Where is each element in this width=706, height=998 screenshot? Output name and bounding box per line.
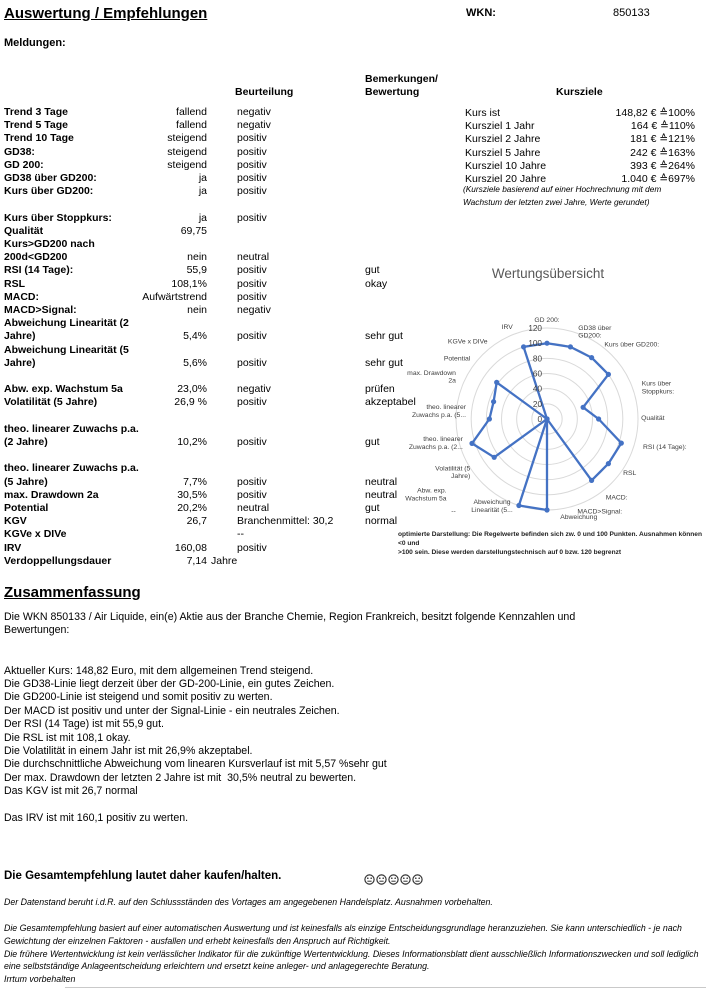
row-beurteilung: positiv — [237, 541, 267, 554]
row-value: 160,08 — [174, 541, 207, 554]
meldungen-label: Meldungen: — [4, 37, 66, 49]
radar-data-point — [581, 405, 586, 410]
table-row — [0, 238, 706, 251]
summary-heading: Zusammenfassung — [4, 584, 141, 601]
kursziel-value: 148,82 € ≙100% — [615, 107, 695, 119]
row-label: Qualität — [4, 224, 44, 237]
radar-data-point — [487, 416, 492, 421]
footer-line — [4, 910, 706, 923]
summary-line — [4, 638, 704, 651]
row-label: IRV — [4, 541, 22, 554]
row-value: steigend — [167, 132, 207, 145]
row-label: Kurs über Stoppkurs: — [4, 211, 112, 224]
kursziele-note-line1: (Kursziele basierend auf einer Hochrechnung mit dem — [463, 184, 662, 194]
summary-line: Die Volatilität in einem Jahr ist mit 26,9% akzeptabel. — [4, 744, 253, 757]
row-value: nein — [187, 251, 207, 264]
row-value: 10,2% — [177, 436, 207, 448]
row-value: fallend — [176, 106, 207, 118]
row-label: max. Drawdown 2a — [4, 488, 99, 501]
wkn-label: WKN: — [466, 7, 496, 19]
radar-data-point — [589, 478, 594, 483]
radar-axis-label: -- — [451, 508, 456, 516]
row-beurteilung: positiv — [237, 488, 267, 501]
row-label: Abw. exp. Wachstum 5a — [4, 383, 123, 396]
kursziel-row — [0, 107, 706, 120]
summary-line: Die durchschnittliche Abweichung vom linearen Kursverlauf ist mit 5,57 %sehr gut — [4, 758, 387, 771]
column-header-kursziele: Kursziele — [556, 86, 603, 98]
radar-data-point — [619, 441, 624, 446]
row-bewertung: normal — [365, 515, 398, 528]
radar-footnote-line2: >100 sein. Diese werden darstellungstechnisch auf 0 bzw. 120 begrenzt — [398, 549, 622, 556]
radar-axis-label: Volatilität (5 — [435, 465, 471, 473]
column-header-beurteilung: Beurteilung — [235, 86, 294, 98]
row-value: nein — [187, 304, 207, 316]
kursziel-label: Kursziel 20 Jahre — [465, 173, 547, 185]
kursziel-value: 393 € ≙264% — [630, 159, 695, 172]
row-beurteilung: positiv — [237, 356, 267, 369]
row-value: 26,7 — [186, 515, 207, 528]
radar-axis-label: Abweichung — [560, 514, 598, 522]
row-beurteilung: negativ — [237, 383, 271, 396]
radar-data-point — [589, 355, 594, 360]
row-label: GD 200: — [4, 158, 44, 171]
row-beurteilung: neutral — [237, 251, 270, 264]
radar-axis-label: RSL — [623, 470, 637, 478]
row-label: Trend 3 Tage — [4, 106, 68, 118]
row-label: GD38 über GD200: — [4, 172, 97, 184]
radar-tick-label: 0 — [537, 415, 542, 424]
neutral-face-icon — [412, 874, 423, 885]
row-label: Abweichung Linearität (5 — [4, 343, 129, 356]
radar-tick-label: 40 — [532, 384, 542, 394]
kursziel-row — [0, 120, 706, 133]
radar-axis-label: Zuwachs p.a. (2... — [408, 444, 463, 451]
summary-line: Der RSI (14 Tage) ist mit 55,9 gut. — [4, 718, 164, 731]
row-value: ja — [198, 185, 207, 198]
neutral-face-icon — [364, 874, 375, 885]
radar-axis-label: KGVe x DIVe — [447, 338, 488, 346]
neutral-face-icon — [388, 874, 399, 885]
row-beurteilung: positiv — [237, 330, 267, 343]
kursziele-note-line2: Wachstum der letzten zwei Jahre, Werte gerundet) — [463, 197, 650, 207]
radar-axis-label: GD38 über — [578, 324, 612, 332]
row-beurteilung: positiv — [237, 185, 267, 198]
radar-data-point — [544, 507, 549, 512]
row-beurteilung: positiv — [237, 290, 267, 303]
radar-axis-label: Abweichung — [473, 499, 511, 507]
row-bewertung: prüfen — [365, 383, 395, 396]
row-value: steigend — [167, 158, 207, 171]
radar-axis-label: MACD>Signal: — [577, 508, 623, 516]
radar-axis-label: MACD: — [605, 494, 628, 502]
row-value: fallend — [176, 119, 207, 132]
row-label: 200d<GD200 — [4, 251, 68, 264]
kursziel-value: 1.040 € ≙697% — [621, 173, 695, 185]
row-value-suffix: Jahre — [211, 554, 238, 567]
row-bewertung: gut — [365, 502, 380, 514]
row-value: steigend — [167, 145, 207, 158]
kursziel-row — [0, 133, 706, 146]
radar-axis-label: Zuwachs p.a. (5... — [411, 411, 466, 419]
radar-chart-title: Wertungsübersicht — [491, 266, 605, 281]
row-beurteilung: negativ — [237, 106, 271, 118]
radar-axis-label: Linearität (5... — [471, 506, 513, 514]
row-value: 23,0% — [177, 383, 207, 396]
row-bewertung: gut — [365, 436, 380, 448]
summary-line: Das IRV ist mit 160,1 positiv zu werten. — [4, 811, 189, 824]
radar-axis-label: IRV — [501, 323, 513, 331]
radar-data-point — [544, 416, 549, 421]
column-header-bewertung: Bewertung — [365, 86, 420, 98]
row-beurteilung: neutral — [237, 502, 270, 514]
kursziel-label: Kursziel 10 Jahre — [465, 159, 547, 172]
wkn-value: 850133 — [613, 7, 650, 19]
row-value: 5,4% — [183, 330, 207, 343]
radar-chart — [390, 252, 706, 564]
radar-data-point — [469, 441, 474, 446]
radar-axis-label: Kurs über — [641, 380, 672, 388]
row-label: RSI (14 Tage): — [4, 264, 74, 277]
kursziel-row — [0, 160, 706, 173]
row-value: 55,9 — [186, 264, 207, 277]
summary-line: Der max. Drawdown der letzten 2 Jahre ist mit 30,5% neutral zu bewerten. — [4, 771, 357, 784]
recommendation-text: Die Gesamtempfehlung lautet daher kaufen/halten. — [4, 870, 282, 882]
footer-line: Irrtum vorbehalten — [4, 974, 76, 985]
radar-data-point — [516, 503, 521, 508]
row-label: Jahre) — [4, 356, 36, 369]
radar-tick-label: 80 — [532, 354, 542, 364]
summary-line: Bewertungen: — [4, 624, 70, 637]
row-label: KGV — [4, 515, 27, 528]
row-value: ja — [198, 211, 207, 224]
row-beurteilung: positiv — [237, 264, 267, 277]
kursziel-row — [0, 147, 706, 160]
summary-line: Die GD200-Linie ist steigend und somit positiv zu werten. — [4, 691, 273, 704]
row-value: 7,7% — [183, 475, 207, 488]
row-beurteilung: positiv — [237, 132, 267, 145]
radar-footnote-line1: optimierte Darstellung: Die Regelwerte befinden sich zw. 0 und 100 Punkten. Ausnahmen können <0 und — [398, 531, 702, 547]
row-label: (5 Jahre) — [4, 475, 48, 488]
radar-data-point — [568, 344, 573, 349]
row-label: MACD>Signal: — [4, 304, 77, 316]
summary-line: Die GD38-Linie liegt derzeit über der GD-200-Linie, ein gutes Zeichen. — [4, 677, 335, 690]
table-row — [0, 225, 706, 238]
footer-line: eine selbstständige Anlageentscheidung erleichtern und ersetzt keine anleger- und anlagegerechte Beratung. — [4, 961, 430, 972]
radar-tick-label: 20 — [532, 399, 542, 409]
radar-tick-label: 120 — [528, 324, 542, 333]
radar-tick-label: 60 — [532, 369, 542, 379]
row-beurteilung: -- — [237, 528, 244, 541]
row-beurteilung: positiv — [237, 436, 267, 448]
row-label: Kurs über GD200: — [4, 185, 94, 198]
radar-data-point — [606, 461, 611, 466]
radar-axis-label: theo. linearer — [423, 436, 463, 444]
radar-axis-label: RSI (14 Tage): — [643, 444, 687, 451]
row-label: theo. linearer Zuwachs p.a. — [4, 462, 139, 475]
kursziel-value: 164 € ≙110% — [630, 120, 695, 133]
row-beurteilung: positiv — [237, 475, 267, 488]
row-beurteilung: positiv — [237, 172, 267, 184]
row-bewertung: neutral — [365, 475, 398, 488]
row-beurteilung: positiv — [237, 211, 267, 224]
radar-data-point — [521, 344, 526, 349]
row-bewertung: sehr gut — [365, 330, 403, 343]
summary-line: Die WKN 850133 / Air Liquide, ein(e) Aktie aus der Branche Chemie, Region Frankreich, besitzt folgende Kennzahlen und — [4, 611, 576, 623]
footer-line: Die Gesamtempfehlung basiert auf einer automatischen Auswertung und ist keinesfalls als einzige Entscheidungsgrundlage heranzuziehen. Sie kann unterschiedlich - je nach — [4, 922, 682, 933]
footer-lines — [4, 897, 706, 987]
footer-line: Die frühere Wertentwicklung ist kein verlässlicher Indikator für die zukünftige Wertentwicklung. Dieses Informationsblatt dient ausschließlich Informationszwecken und soll lediglich — [4, 948, 699, 959]
row-value: 30,5% — [177, 488, 207, 501]
radar-axis-label: Qualität — [641, 414, 665, 422]
row-bewertung: akzeptabel — [365, 396, 416, 409]
radar-axis-label: Jahre) — [451, 473, 471, 481]
radar-tick-label: 100 — [528, 339, 542, 349]
row-label: Volatilität (5 Jahre) — [4, 396, 98, 409]
radar-axis-label: Wachstum 5a — [405, 495, 447, 503]
radar-data-point — [491, 399, 496, 404]
footer-line: Der Datenstand beruht i.d.R. auf den Schlussständen des Vortages am angegebenen Handelsplatz. Ausnahmen vorbehalten. — [4, 897, 493, 907]
page-title: Auswertung / Empfehlungen — [4, 5, 208, 22]
row-beurteilung: positiv — [237, 158, 267, 171]
row-value: 26,9 % — [174, 396, 207, 409]
row-beurteilung: Branchenmittel: 30,2 — [237, 515, 334, 528]
row-value: 5,6% — [183, 356, 207, 369]
row-bewertung: sehr gut — [365, 356, 403, 369]
radar-axis-label: GD200: — [578, 332, 602, 340]
row-label: Jahre) — [4, 330, 36, 343]
footer-line: Gewichtung der einzelnen Faktoren - ausfallen und erhebt keinesfalls den Anspruch auf Richtigkeit. — [4, 935, 391, 946]
row-value: 7,14 — [186, 554, 207, 567]
kursziel-label: Kursziel 1 Jahr — [465, 120, 535, 133]
summary-line: Aktueller Kurs: 148,82 Euro, mit dem allgemeinen Trend steigend. — [4, 664, 314, 677]
row-label: Abweichung Linearität (2 — [4, 317, 129, 330]
row-label: GD38: — [4, 145, 35, 158]
row-beurteilung: positiv — [237, 396, 267, 409]
row-label: MACD: — [4, 290, 39, 303]
table-row — [0, 212, 706, 225]
kursziel-value: 181 € ≙121% — [630, 133, 695, 146]
radar-data-point — [544, 341, 549, 346]
rating-smileys — [364, 871, 424, 889]
neutral-face-icon — [400, 874, 411, 885]
row-value: 69,75 — [180, 224, 207, 237]
row-bewertung: gut — [365, 264, 380, 277]
kursziel-value: 242 € ≙163% — [630, 146, 695, 159]
row-bewertung: okay — [365, 277, 388, 290]
row-label: theo. linearer Zuwachs p.a. — [4, 422, 139, 435]
radar-chart-footnote — [398, 530, 706, 557]
bottom-divider — [65, 987, 706, 988]
radar-data-point — [596, 416, 601, 421]
radar-axis-label: Abw. exp. — [417, 487, 447, 495]
column-header-bemerkungen: Bemerkungen/ — [365, 73, 438, 85]
row-label: Potential — [4, 502, 49, 514]
summary-line — [4, 798, 704, 811]
kursziel-label: Kurs ist — [465, 107, 501, 119]
radar-data-point — [606, 372, 611, 377]
radar-axis-label: theo. linearer — [426, 404, 466, 411]
summary-line: Der MACD ist positiv und unter der Signal-Linie - ein neutrales Zeichen. — [4, 704, 340, 717]
row-label: Trend 5 Tage — [4, 119, 68, 132]
radar-data-point — [494, 380, 499, 385]
row-label: KGVe x DIVe — [4, 528, 67, 541]
radar-axis-label: GD 200: — [534, 317, 560, 324]
radar-data-point — [492, 455, 497, 460]
row-value: 108,1% — [171, 277, 207, 290]
row-beurteilung: positiv — [237, 277, 267, 290]
kursziel-label: Kursziel 5 Jahre — [465, 146, 541, 159]
summary-line — [4, 651, 704, 664]
row-beurteilung: negativ — [237, 119, 271, 132]
row-label: Verdoppellungsdauer — [4, 554, 112, 567]
row-beurteilung: positiv — [237, 145, 267, 158]
neutral-face-icon — [376, 874, 387, 885]
radar-axis-label: max. Drawdown — [407, 369, 456, 377]
summary-line: Das KGV ist mit 26,7 normal — [4, 785, 138, 798]
radar-axis-label: Kurs über GD200: — [604, 341, 660, 349]
row-value: 20,2% — [177, 502, 207, 514]
radar-series-line — [472, 343, 621, 510]
row-beurteilung: negativ — [237, 304, 271, 316]
radar-axis-label: 2a — [448, 377, 456, 385]
row-label: (2 Jahre) — [4, 436, 48, 448]
row-label: Kurs>GD200 nach — [4, 238, 95, 250]
kursziel-label: Kursziel 2 Jahre — [465, 133, 541, 146]
summary-line: Die RSL ist mit 108,1 okay. — [4, 731, 131, 744]
row-value: Aufwärtstrend — [142, 290, 207, 303]
summary-lines — [4, 611, 704, 825]
radar-axis-label: Stoppkurs: — [641, 388, 675, 396]
radar-axis-label: Potential — [443, 355, 471, 363]
row-bewertung: neutral — [365, 488, 398, 501]
row-value: ja — [198, 172, 207, 184]
row-label: Trend 10 Tage — [4, 132, 74, 145]
row-label: RSL — [4, 277, 25, 290]
